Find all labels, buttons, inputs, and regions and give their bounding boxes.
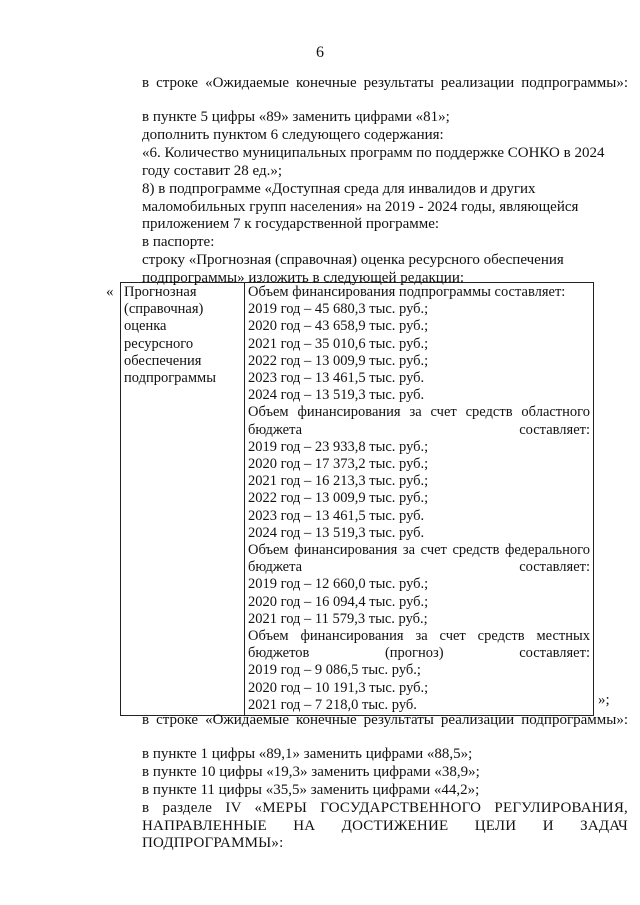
table-row [121,283,594,716]
local-year-line: 2019 год – 9 086,5 тыс. руб.; [248,662,421,679]
federal-heading: Объем финансирования за счет средств федерального бюджета составляет: [248,542,590,576]
label-line: оценка [124,318,167,335]
paragraph-expected-results: в строке «Ожидаемые конечные результаты реализации подпрограммы»: [142,75,628,91]
local-year-line: 2020 год – 10 191,3 тыс. руб.; [248,679,429,696]
opening-quote: « [106,284,114,300]
regional-year-line: 2023 год – 13 461,5 тыс. руб. [248,507,425,524]
closing-quote: »; [598,692,610,708]
total-year-line: 2022 год – 13 009,9 тыс. руб.; [248,352,429,369]
paragraph-subprogram-8: 8) в подпрограмме «Доступная среда для инвалидов и других маломобильных групп населения» на 2019 - 2024 годы, являющейся приложением 7 к государственной программе: [142,181,579,232]
paragraph-item-10: в пункте 10 цифры «19,3» заменить цифрами «38,9»; [142,764,480,780]
label-line: обеспечения [124,352,202,369]
page-number: 6 [316,44,324,61]
total-year-line: 2020 год – 43 658,9 тыс. руб.; [248,318,429,335]
federal-year-line: 2020 год – 16 094,4 тыс. руб.; [248,593,429,610]
paragraph-item-11: в пункте 11 цифры «35,5» заменить цифрами «44,2»; [142,782,480,798]
paragraph-item-1: в пункте 1 цифры «89,1» заменить цифрами «88,5»; [142,746,473,762]
paragraph-item-6-text: «6. Количество муниципальных программ по поддержке СОНКО в 2024 году составит 28 ед.»; [142,145,605,179]
regional-heading: Объем финансирования за счет средств областного бюджета составляет: [248,404,590,438]
local-year-line: 2021 год – 7 218,0 тыс. руб. [248,696,417,713]
total-year-line: 2021 год – 35 010,6 тыс. руб.; [248,335,429,352]
federal-year-line: 2019 год – 12 660,0 тыс. руб.; [248,576,429,593]
regional-year-line: 2019 год – 23 933,8 тыс. руб.; [248,438,429,455]
regional-year-line: 2022 год – 13 009,9 тыс. руб.; [248,490,429,507]
paragraph-item-5: в пункте 5 цифры «89» заменить цифрами «81»; [142,109,450,125]
paragraph-row-edition: строку «Прогнозная (справочная) оценка ресурсного обеспечения подпрограммы» изложить в следующей редакции: [142,252,564,286]
regional-year-line: 2020 год – 17 373,2 тыс. руб.; [248,456,429,473]
total-year-line: 2023 год – 13 461,5 тыс. руб. [248,370,425,387]
local-heading: Объем финансирования за счет средств местных бюджетов (прогноз) составляет: [248,628,590,662]
total-heading: Объем финансирования подпрограммы составляет: [248,284,566,300]
label-line: Прогнозная [124,284,197,300]
paragraph-passport: в паспорте: [142,234,215,250]
total-year-line: 2019 год – 45 680,3 тыс. руб.; [248,301,429,318]
paragraph-add-item-6: дополнить пунктом 6 следующего содержания: [142,127,444,143]
paragraph-section-iv: в разделе IV «МЕРЫ ГОСУДАРСТВЕННОГО РЕГУЛИРОВАНИЯ, НАПРАВЛЕННЫЕ НА ДОСТИЖЕНИЕ ЦЕЛИ И ЗАДАЧ ПОДПРОГРАММЫ»: [142,800,628,851]
regional-year-line: 2024 год – 13 519,3 тыс. руб. [248,524,425,541]
paragraph-expected-results-2: в строке «Ожидаемые конечные результаты реализации подпрограммы»: [142,712,628,728]
label-line: ресурсного [124,335,194,352]
federal-year-line: 2021 год – 11 579,3 тыс. руб.; [248,610,428,627]
label-line: подпрограммы [124,370,216,387]
resource-values-cell [245,283,594,716]
resource-label-cell [121,283,245,716]
regional-year-line: 2021 год – 16 213,3 тыс. руб.; [248,473,429,490]
resource-table [120,282,594,716]
total-year-line: 2024 год – 13 519,3 тыс. руб. [248,387,425,404]
label-line: (справочная) [124,301,204,318]
